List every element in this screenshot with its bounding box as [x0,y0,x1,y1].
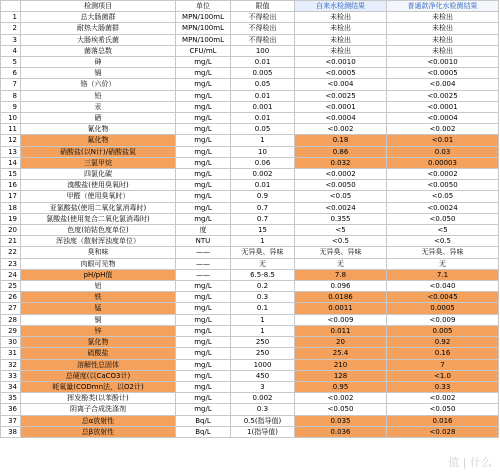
watermark: 值 | 什么 [448,456,492,469]
table-row [1,269,499,280]
limit-value: 0.7 [231,202,295,213]
limit-value: 100 [231,45,295,56]
row-number: 26 [1,292,21,303]
purifier-result: 0.005 [387,325,499,336]
purifier-result: <0.0024 [387,202,499,213]
test-item: 汞 [21,101,176,112]
table-row [1,314,499,325]
unit: mg/L [176,404,231,415]
table-row [1,381,499,392]
tap-water-result: <0.0024 [295,202,387,213]
header-row [1,1,499,12]
limit-value: 1 [231,236,295,247]
tap-water-result: <0.0002 [295,169,387,180]
table-row [1,370,499,381]
purifier-result: <0.009 [387,314,499,325]
test-item: 色度(铂钴色度单位) [21,225,176,236]
row-number: 22 [1,247,21,258]
limit-value: 1 [231,325,295,336]
unit: mg/L [176,393,231,404]
limit-value: 0.1 [231,303,295,314]
header-no [1,1,21,12]
row-number: 1 [1,12,21,23]
row-number: 13 [1,146,21,157]
tap-water-result: 未检出 [295,34,387,45]
test-item: 浑浊度（散射浑浊度单位） [21,236,176,247]
purifier-result: <0.002 [387,124,499,135]
unit: mg/L [176,79,231,90]
unit: mg/L [176,213,231,224]
row-number: 25 [1,281,21,292]
row-number: 29 [1,325,21,336]
tap-water-result: 0.86 [295,146,387,157]
limit-value: 0.05 [231,124,295,135]
row-number: 36 [1,404,21,415]
purifier-result: <5 [387,225,499,236]
limit-value: 1(指导值) [231,426,295,437]
row-number: 19 [1,213,21,224]
tap-water-result: <0.0025 [295,90,387,101]
row-number: 10 [1,113,21,124]
tap-water-result: 未检出 [295,23,387,34]
unit: MPN/100mL [176,34,231,45]
unit: MPN/100mL [176,12,231,23]
unit: mg/L [176,146,231,157]
unit: mg/L [176,292,231,303]
row-number: 4 [1,45,21,56]
unit: —— [176,269,231,280]
table-row [1,359,499,370]
tap-water-result: 128 [295,370,387,381]
tap-water-result: 0.096 [295,281,387,292]
test-item: 甲醛（使用臭氧时） [21,191,176,202]
purifier-result: 未检出 [387,34,499,45]
purifier-result: 0.92 [387,337,499,348]
unit: mg/L [176,381,231,392]
test-item: 氯化物 [21,337,176,348]
tap-water-result: 未检出 [295,45,387,56]
test-item: 菌落总数 [21,45,176,56]
limit-value: 0.01 [231,90,295,101]
unit: mg/L [176,359,231,370]
limit-value: 0.3 [231,292,295,303]
table-row [1,101,499,112]
test-item: 硫酸盐 [21,348,176,359]
row-number: 37 [1,415,21,426]
unit: mg/L [176,57,231,68]
table-row [1,180,499,191]
tap-water-result: <0.004 [295,79,387,90]
test-item: 亚氯酸盐(使用二氧化氯消毒时) [21,202,176,213]
unit: mg/L [176,113,231,124]
row-number: 16 [1,180,21,191]
table-row [1,348,499,359]
tap-water-result: 0.036 [295,426,387,437]
unit: mg/L [176,325,231,336]
tap-water-result: <0.0005 [295,68,387,79]
table-row [1,202,499,213]
limit-value: 0.01 [231,113,295,124]
tap-water-result: <0.0001 [295,101,387,112]
purifier-result: <0.050 [387,213,499,224]
test-item: 总硬度(以CaCO3计) [21,370,176,381]
unit: mg/L [176,348,231,359]
table-row [1,113,499,124]
test-item: 肉眼可见物 [21,258,176,269]
row-number: 34 [1,381,21,392]
unit: mg/L [176,281,231,292]
tap-water-result: <0.002 [295,393,387,404]
unit: mg/L [176,124,231,135]
purifier-result: 0.00003 [387,157,499,168]
table-row [1,213,499,224]
purifier-result: 0.0005 [387,303,499,314]
limit-value: 0.7 [231,213,295,224]
row-number: 8 [1,90,21,101]
row-number: 32 [1,359,21,370]
purifier-result: 无 [387,258,499,269]
tap-water-result: 210 [295,359,387,370]
purifier-result: <0.01 [387,135,499,146]
unit: 度 [176,225,231,236]
row-number: 28 [1,314,21,325]
purifier-result: <0.5 [387,236,499,247]
row-number: 9 [1,101,21,112]
purifier-result: <0.0025 [387,90,499,101]
tap-water-result: 0.18 [295,135,387,146]
purifier-result: 0.016 [387,415,499,426]
limit-value: 250 [231,337,295,348]
unit: mg/L [176,191,231,202]
table-row [1,157,499,168]
limit-value: 0.01 [231,57,295,68]
limit-value: 0.06 [231,157,295,168]
header-tap-result: 自来水检测结果 [295,1,387,12]
purifier-result: 未检出 [387,12,499,23]
table-row [1,57,499,68]
header-unit: 单位 [176,1,231,12]
limit-value: 0.01 [231,180,295,191]
test-item: pH/pH值 [21,269,176,280]
table-row [1,124,499,135]
limit-value: 0.005 [231,68,295,79]
table-row [1,303,499,314]
unit: Bq/L [176,426,231,437]
table-row [1,45,499,56]
purifier-result: <0.0045 [387,292,499,303]
purifier-result: 未检出 [387,23,499,34]
tap-water-result: <0.050 [295,404,387,415]
purifier-result: 0.16 [387,348,499,359]
limit-value: 0.002 [231,169,295,180]
table-row [1,12,499,23]
row-number: 5 [1,57,21,68]
tap-water-result: 0.355 [295,213,387,224]
table-row [1,146,499,157]
row-number: 6 [1,68,21,79]
tap-water-result: 0.95 [295,381,387,392]
purifier-result: 无异臭、异味 [387,247,499,258]
test-item: 臭和味 [21,247,176,258]
limit-value: 6.5-8.5 [231,269,295,280]
limit-value: 不得检出 [231,34,295,45]
purifier-result: <0.0004 [387,113,499,124]
limit-value: 0.2 [231,281,295,292]
limit-value: 1 [231,314,295,325]
test-item: 铝 [21,281,176,292]
limit-value: 3 [231,381,295,392]
unit: —— [176,247,231,258]
test-item: 阴离子合成洗涤剂 [21,404,176,415]
tap-water-result: <0.0050 [295,180,387,191]
unit: mg/L [176,169,231,180]
limit-value: 1 [231,135,295,146]
test-item: 锌 [21,325,176,336]
limit-value: 不得检出 [231,23,295,34]
purifier-result: <0.0010 [387,57,499,68]
test-item: 硒 [21,113,176,124]
table-row [1,393,499,404]
limit-value: 0.9 [231,191,295,202]
unit: mg/L [176,370,231,381]
unit: mg/L [176,135,231,146]
table-row [1,325,499,336]
table-row [1,225,499,236]
tap-water-result: 25.4 [295,348,387,359]
row-number: 20 [1,225,21,236]
row-number: 3 [1,34,21,45]
row-number: 7 [1,79,21,90]
table-row [1,247,499,258]
tap-water-result: 0.035 [295,415,387,426]
table-row [1,191,499,202]
tap-water-result: <0.009 [295,314,387,325]
test-item: 耗氧量(CODmn法，以O2计) [21,381,176,392]
limit-value: 0.002 [231,393,295,404]
tap-water-result: 0.0011 [295,303,387,314]
table-body [1,1,499,438]
table-row [1,337,499,348]
test-item: 四氯化碳 [21,169,176,180]
test-item: 铜 [21,314,176,325]
tap-water-result: 0.0186 [295,292,387,303]
limit-value: 10 [231,146,295,157]
limit-value: 250 [231,348,295,359]
test-item: 铅 [21,90,176,101]
purifier-result: <0.05 [387,191,499,202]
limit-value: 0.3 [231,404,295,415]
row-number: 15 [1,169,21,180]
limit-value: 15 [231,225,295,236]
purifier-result: 7 [387,359,499,370]
unit: mg/L [176,337,231,348]
row-number: 35 [1,393,21,404]
tap-water-result: 0.011 [295,325,387,336]
table-row [1,169,499,180]
test-item: 铬（六价） [21,79,176,90]
table-row [1,90,499,101]
row-number: 30 [1,337,21,348]
table-row [1,236,499,247]
purifier-result: 0.33 [387,381,499,392]
unit: CFU/mL [176,45,231,56]
row-number: 31 [1,348,21,359]
test-item: 三氯甲烷 [21,157,176,168]
tap-water-result: 0.032 [295,157,387,168]
tap-water-result: 未检出 [295,12,387,23]
limit-value: 0.001 [231,101,295,112]
limit-value: 0.5(指导值) [231,415,295,426]
table-row [1,68,499,79]
tap-water-result: 无异臭、异味 [295,247,387,258]
header-limit: 限值 [231,1,295,12]
unit: Bq/L [176,415,231,426]
row-number: 18 [1,202,21,213]
test-item: 大肠埃希氏菌 [21,34,176,45]
tap-water-result: 无 [295,258,387,269]
tap-water-result: <0.05 [295,191,387,202]
purifier-result: 未检出 [387,45,499,56]
purifier-result: <0.004 [387,79,499,90]
test-item: 砷 [21,57,176,68]
test-item: 氯酸盐(使用复合二氧化氯消毒时) [21,213,176,224]
header-purifier-result: 普通款净化水检测结果 [387,1,499,12]
purifier-result: <1.0 [387,370,499,381]
test-item: 总大肠菌群 [21,12,176,23]
table-row [1,281,499,292]
limit-value: 0.05 [231,79,295,90]
table-row [1,292,499,303]
test-item: 氰化物 [21,124,176,135]
unit: mg/L [176,314,231,325]
table-row [1,404,499,415]
table-row [1,258,499,269]
table-row [1,79,499,90]
limit-value: 不得检出 [231,12,295,23]
table-row [1,426,499,437]
test-item: 铁 [21,292,176,303]
purifier-result: <0.0050 [387,180,499,191]
row-number: 21 [1,236,21,247]
purifier-result: <0.002 [387,393,499,404]
row-number: 23 [1,258,21,269]
limit-value: 无异臭、异味 [231,247,295,258]
row-number: 27 [1,303,21,314]
test-item: 总α放射性 [21,415,176,426]
table-row [1,135,499,146]
purifier-result: <0.028 [387,426,499,437]
purifier-result: 0.03 [387,146,499,157]
test-item: 溴酸盐(使用臭氧时) [21,180,176,191]
test-item: 氟化物 [21,135,176,146]
test-item: 挥发酚类(以苯酚计) [21,393,176,404]
row-number: 33 [1,370,21,381]
unit: NTU [176,236,231,247]
limit-value: 无 [231,258,295,269]
unit: mg/L [176,68,231,79]
purifier-result: <0.0005 [387,68,499,79]
table-row [1,23,499,34]
purifier-result: <0.0002 [387,169,499,180]
tap-water-result: <0.5 [295,236,387,247]
unit: mg/L [176,180,231,191]
row-number: 11 [1,124,21,135]
test-item: 镉 [21,68,176,79]
unit: mg/L [176,202,231,213]
test-item: 耐热大肠菌群 [21,23,176,34]
tap-water-result: <0.0010 [295,57,387,68]
purifier-result: <0.050 [387,404,499,415]
test-item: 硝酸盐(以N计)/硝酸盐氮 [21,146,176,157]
tap-water-result: <0.0004 [295,113,387,124]
row-number: 14 [1,157,21,168]
unit: mg/L [176,157,231,168]
tap-water-result: 7.8 [295,269,387,280]
row-number: 38 [1,426,21,437]
test-item: 溶解性总固体 [21,359,176,370]
purifier-result: <0.040 [387,281,499,292]
row-number: 2 [1,23,21,34]
limit-value: 450 [231,370,295,381]
row-number: 12 [1,135,21,146]
purifier-result: <0.0001 [387,101,499,112]
table-row [1,415,499,426]
row-number: 24 [1,269,21,280]
header-item: 检测项目 [21,1,176,12]
unit: mg/L [176,90,231,101]
tap-water-result: <0.002 [295,124,387,135]
unit: mg/L [176,303,231,314]
table-row [1,34,499,45]
row-number: 17 [1,191,21,202]
test-item: 总β放射性 [21,426,176,437]
purifier-result: 7.1 [387,269,499,280]
unit: mg/L [176,101,231,112]
test-item: 锰 [21,303,176,314]
tap-water-result: 20 [295,337,387,348]
unit: —— [176,258,231,269]
limit-value: 1000 [231,359,295,370]
tap-water-result: <5 [295,225,387,236]
unit: MPN/100mL [176,23,231,34]
